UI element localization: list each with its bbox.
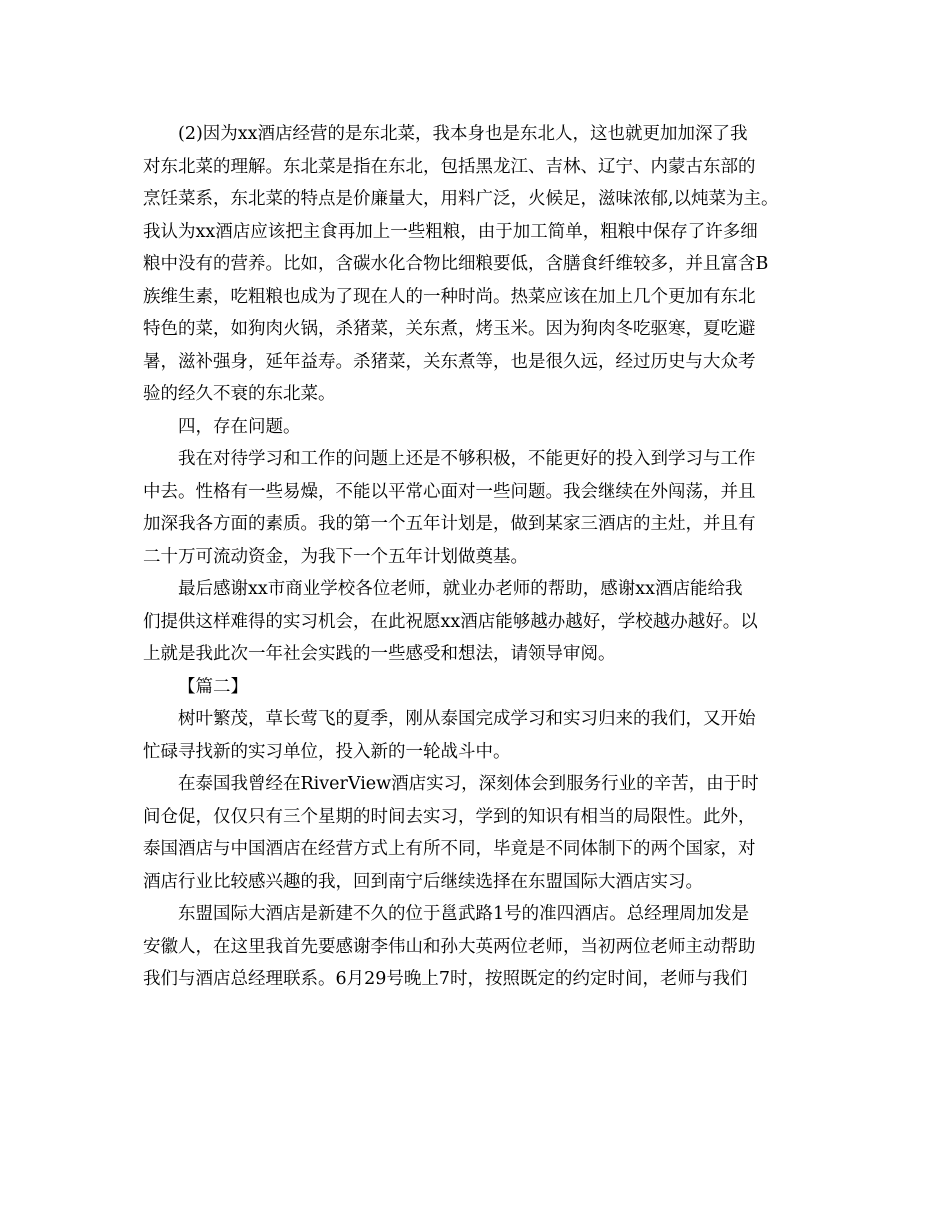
paragraph-line: 暑，滋补强身，延年益寿。杀猪菜，关东煮等，也是很久远，经过历史与大众考 — [143, 351, 756, 372]
paragraph-line: 泰国酒店与中国酒店在经营方式上有所不同，毕竟是不同体制下的两个国家，对 — [143, 839, 756, 859]
section-heading: 【篇二】 — [178, 676, 248, 697]
paragraph-line: 对东北菜的理解。东北菜是指在东北，包括黑龙江、吉林、辽宁、内蒙古东部的 — [143, 156, 756, 177]
paragraph-line: 粮中没有的营养。比如，含碳水化合物比细粮要低，含膳食纤维较多，并且富含B — [143, 254, 769, 274]
paragraph-line: (2)因为xx酒店经营的是东北菜，我本身也是东北人，这也就更加加深了我 — [178, 124, 748, 144]
paragraph-line: 们提供这样难得的实习机会，在此祝愿xx酒店能够越办越好，学校越办越好。以 — [143, 611, 758, 632]
paragraph-line: 中去。性格有一些易燥，不能以平常心面对一些问题。我会继续在外闯荡，并且 — [143, 481, 756, 502]
paragraph-line: 我认为xx酒店应该把主食再加上一些粗粮，由于加工简单，粗粮中保存了许多细 — [143, 221, 758, 242]
paragraph-line: 族维生素，吃粗粮也成为了现在人的一种时尚。热菜应该在加上几个更加有东北 — [143, 286, 756, 307]
paragraph-line: 忙碌寻找新的实习单位，投入新的一轮战斗中。 — [143, 741, 511, 762]
paragraph-line: 树叶繁茂，草长莺飞的夏季，刚从泰国完成学习和实习归来的我们，又开始 — [178, 709, 756, 729]
paragraph-line: 加深我各方面的素质。我的第一个五年计划是，做到某家三酒店的主灶，并且有 — [143, 514, 756, 534]
paragraph-line: 验的经久不衰的东北菜。 — [143, 384, 336, 404]
section-heading: 四，存在问题。 — [178, 416, 301, 437]
paragraph-line: 二十万可流动资金，为我下一个五年计划做奠基。 — [143, 546, 528, 567]
paragraph-line: 我们与酒店总经理联系。6月29号晚上7时，按照既定的约定时间，老师与我们 — [143, 969, 748, 989]
paragraph-line: 我在对待学习和工作的问题上还是不够积极，不能更好的投入到学习与工作 — [178, 449, 756, 469]
paragraph-line: 间仓促，仅仅只有三个星期的时间去实习，学到的知识有相当的局限性。此外， — [143, 806, 756, 827]
paragraph-line: 特色的菜，如狗肉火锅，杀猪菜，关东煮，烤玉米。因为狗肉冬吃驱寒，夏吃避 — [143, 319, 756, 339]
document-body — [143, 118, 823, 996]
paragraph-line: 东盟国际大酒店是新建不久的位于邕武路1号的准四酒店。总经理周加发是 — [178, 904, 750, 924]
paragraph-line: 最后感谢xx市商业学校各位老师，就业办老师的帮助，感谢xx酒店能给我 — [178, 579, 743, 599]
paragraph-line: 安徽人，在这里我首先要感谢李伟山和孙大英两位老师，当初两位老师主动帮助 — [143, 936, 756, 957]
paragraph-line: 烹饪菜系，东北菜的特点是价廉量大，用料广泛，火候足，滋味浓郁,以炖菜为主。 — [143, 189, 779, 209]
paragraph-line: 在泰国我曾经在RiverView酒店实习，深刻体会到服务行业的辛苦，由于时 — [178, 774, 759, 794]
paragraph-line: 酒店行业比较感兴趣的我，回到南宁后继续选择在东盟国际大酒店实习。 — [143, 871, 703, 892]
paragraph-line: 上就是我此次一年社会实践的一些感受和想法，请领导审阅。 — [143, 644, 616, 664]
